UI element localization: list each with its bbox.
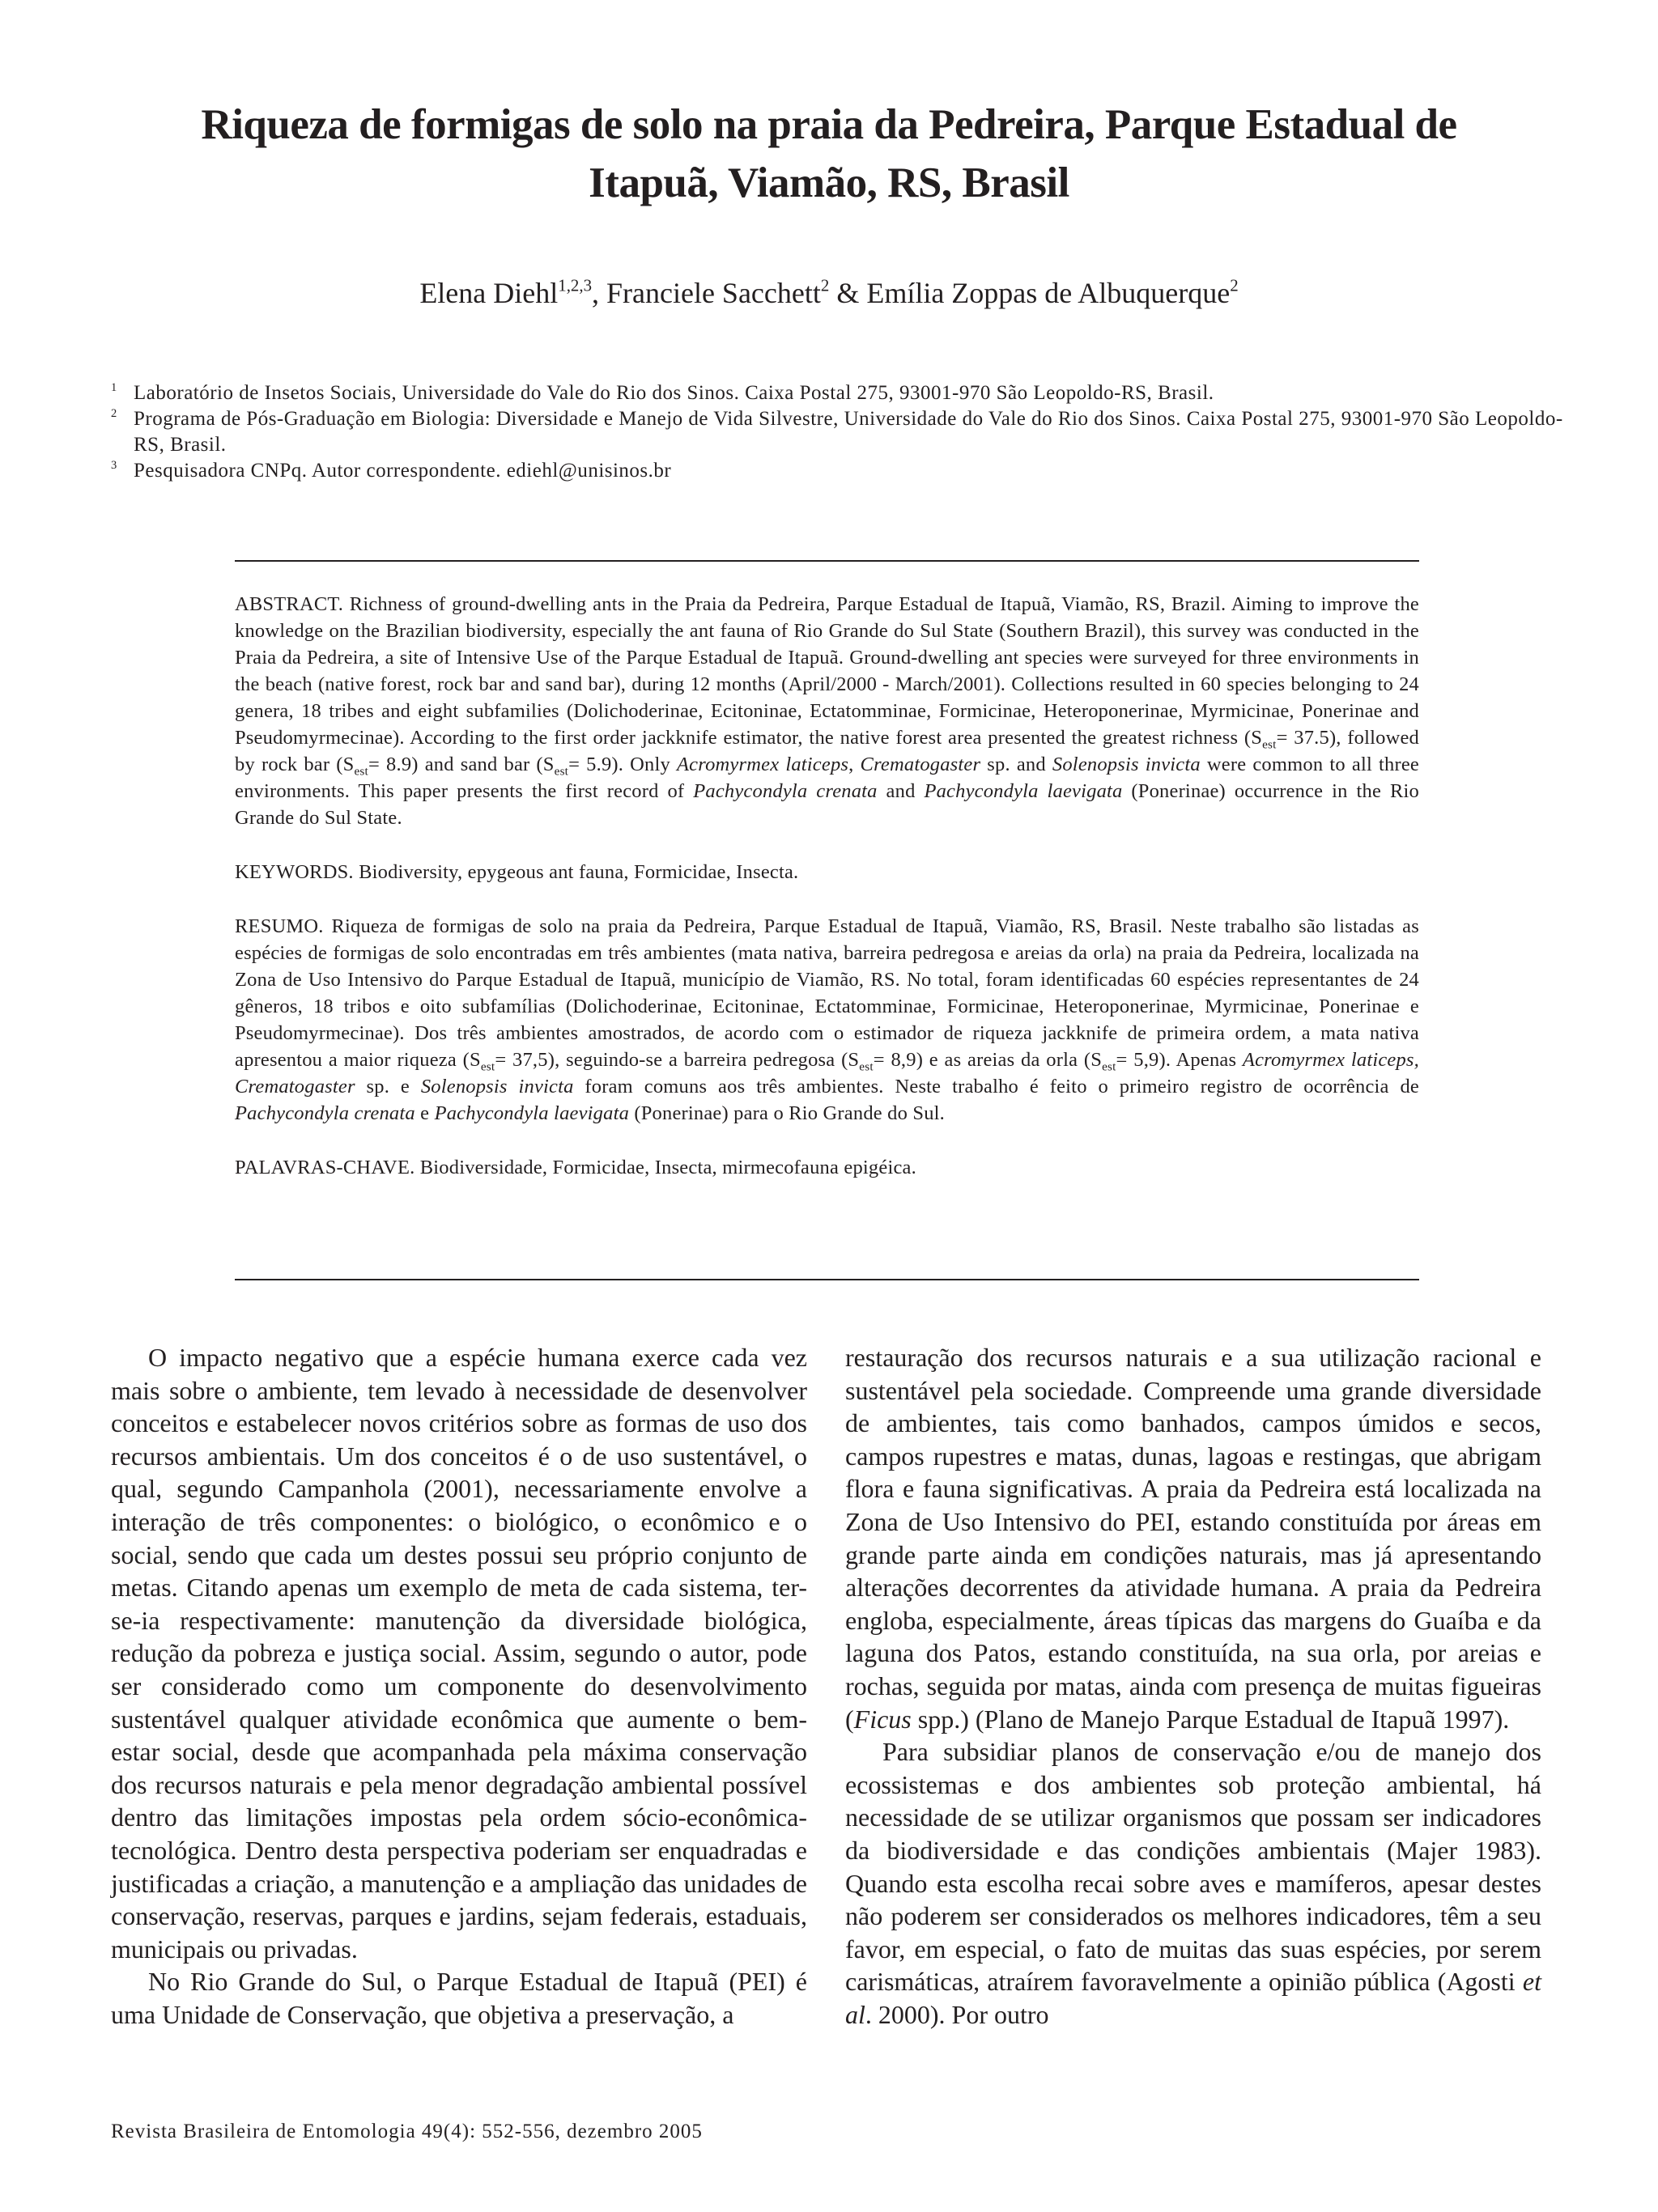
affiliation-text: Programa de Pós-Graduação em Biologia: Diversidade e Manejo de Vida Silvestre, Universidade do Vale do Rio dos Sinos. Caixa Postal 275, 93001-970 São Leopoldo-RS, Brasil. [134,408,1563,456]
author-affil-ref: 1,2,3 [558,275,592,295]
resumo-text: foram comuns aos três ambientes. Neste trabalho é feito o primeiro registro de ocorrência de [573,1076,1420,1098]
body-text: spp.) (Plano de Manejo Parque Estadual de Itapuã 1997). [911,1704,1510,1734]
bottom-divider [235,1279,1419,1280]
abstract-text: = 8.9) and sand bar (S [368,754,555,775]
affiliation-item: 1 Laboratório de Insetos Sociais, Universidade do Vale do Rio dos Sinos. Caixa Postal 275, 93001-970 São Leopoldo-RS, Brasil. [111,381,1214,404]
abstract-text: were common to all three environments. This paper presents the first record of [235,754,1419,802]
species-name: Acromyrmex laticeps [677,754,849,775]
species-name: Acromyrmex laticeps, Crematogaster [235,1049,1419,1098]
abstract-text: = 5.9). Only [568,754,678,775]
species-name: Pachycondyla crenata [235,1102,415,1124]
title-line-2: Itapuã, Viamão, RS, Brasil [589,159,1069,206]
top-divider [235,560,1419,562]
body-paragraph [845,1735,1541,2031]
resumo-text: = 8,9) e as areias da orla (S [873,1049,1103,1071]
species-name: Pachycondyla laevigata [434,1102,630,1124]
abstract-text: sp. and [980,754,1052,775]
species-name: Pachycondyla laevigata [924,780,1123,802]
body-paragraph [845,1341,1541,1735]
body-text: restauração dos recursos naturais e a sua utilização racional e sustentável pela sociedade. Compreende uma grande diversidade de ambientes, tais como banhados, campos úmidos e secos, campos rupestres e matas, dunas, lagoas e restingas, que abrigam flora e fauna significativas. A praia da Pedreira está localizada na Zona de Uso Intensivo do PEI, estando constituída por áreas em grande parte ainda em condições naturais, mas já apresentando alterações decorrentes da atividade humana. A praia da Pedreira engloba, especialmente, áreas típicas das margens do Guaíba e da laguna dos Patos, estando constituída, na sua orla, por areias e rochas, seguida por matas, ainda com presença de muitas figueiras ( [845,1343,1541,1734]
keywords: KEYWORDS. Biodiversity, epygeous ant fauna, Formicidae, Insecta. [235,861,799,883]
body-text: . 2000). Por outro [865,1999,1049,2029]
est-subscript: est [354,764,368,779]
palavras-chave: PALAVRAS-CHAVE. Biodiversidade, Formicidae, Insecta, mirmecofauna epigéica. [235,1157,916,1178]
resumo-text: (Ponerinae) para o Rio Grande do Sul. [629,1102,946,1124]
abstract-text: (Ponerinae) occurrence in the Rio Grande do Sul State. [235,780,1419,829]
abstract-text: ABSTRACT. Richness of ground-dwelling ants in the Praia da Pedreira, Parque Estadual de Itapuã, Viamão, RS, Brazil. Aiming to improve the knowledge on the Brazilian biodiversity, especially the ant fauna of Rio Grande do Sul State (Southern Brazil), this survey was conducted in the Praia da Pedreira, a site of Intensive Use of the Parque Estadual de Itapuã. Ground-dwelling ant species were surveyed for three environments in the beach (native forest, rock bar and sand bar), during 12 months (April/2000 - March/2001). Collections resulted in 60 species belonging to 24 genera, 18 tribes and eight subfamilies (Dolichoderinae, Ecitoninae, Ectatomminae, Formicinae, Heteroponerinae, Myrmicinae, Ponerinae and Pseudomyrmecinae). According to the first order jackknife estimator, the native forest area presented the greatest richness (S [235,593,1419,749]
body-text: Para subsidiar planos de conservação e/ou de manejo dos ecossistemas e dos ambientes sob proteção ambiental, há necessidade de se utilizar organismos que possam ser indicadores da biodiversidade e das condições ambientais (Majer 1983). Quando esta escolha recai sobre aves e mamíferos, apesar destes não poderem ser considerados os melhores indicadores, têm a seu favor, em especial, o fato de muitas das suas espécies, por serem carismáticas, atraírem favoravelmente a opinião pública (Agosti [845,1737,1541,1997]
affiliation-text: Pesquisadora CNPq. Autor correspondente. ediehl@unisinos.br [134,460,672,482]
author-affil-ref: 2 [1230,275,1239,295]
affiliation-item: 2 Programa de Pós-Graduação em Biologia: Diversidade e Manejo de Vida Silvestre, Universidade do Vale do Rio dos Sinos. Caixa Postal 275, 93001-970 São Leopoldo-RS, Brasil. [111,407,1563,456]
resumo-text: = 5,9). Apenas [1116,1049,1243,1071]
abstract-text: = 37.5), followed by rock bar (S [235,727,1420,775]
species-name: Solenopsis invicta [1052,754,1201,775]
author-name: Elena Diehl [419,277,559,309]
species-name: Ficus [853,1704,912,1734]
paper-title [0,96,1658,212]
affiliation-text: Laboratório de Insetos Sociais, Universidade do Vale do Rio dos Sinos. Caixa Postal 275, 93001-970 São Leopoldo-RS, Brasil. [134,382,1214,404]
resumo-text: e [414,1102,435,1124]
author-name: Franciele Sacchett [606,277,821,309]
resumo-paragraph [235,913,1419,1127]
body-paragraph: No Rio Grande do Sul, o Parque Estadual de Itapuã (PEI) é uma Unidade de Conservação, que objetiva a preservação, a [111,1967,807,2029]
abstract-section [235,591,1419,1181]
affiliations [111,380,1568,484]
author-list: Elena Diehl$^{1,2,3}$, Franciele Sacchett$^2$ & Emília Zoppas de Albuquerque$^2$ [419,275,1239,309]
body-paragraph: O impacto negativo que a espécie humana exerce cada vez mais sobre o ambiente, tem levado à necessidade de desenvolver conceitos e estabelecer novos critérios sobre as formas de uso dos recursos ambientais. Um dos conceitos é o de uso sustentável, o qual, segundo Campanhola (2001), necessariamente envolve a interação de três componentes: o biológico, o econômico e o social, sendo que cada um destes possui seu próprio conjunto de metas. Citando apenas um exemplo de meta de cada sistema, ter-se-ia respectivamente: manutenção da diversidade biológica, redução da pobreza e justiça social. Assim, segundo o autor, pode ser considerado como um componente do desenvolvimento sustentável qualquer atividade econômica que aumente o bem-estar social, desde que acompanhada pela máxima conservação dos recursos naturais e pela menor degradação ambiental possível dentro das limitações impostas pela ordem sócio-econômica-tecnológica. Dentro desta perspectiva poderiam ser enquadradas e justificadas a criação, a manutenção e a ampliação das unidades de conservação, reservas, parques e jardins, sejam federais, estaduais, municipais ou privadas. [111,1343,807,1964]
author-name: Emília Zoppas de Albuquerque [866,277,1231,309]
est-subscript: est [1102,1059,1116,1074]
abstract-text: and [877,780,925,802]
est-subscript: est [859,1059,874,1074]
species-name: Pachycondyla crenata [693,780,878,802]
affiliation-item: 3 Pesquisadora CNPq. Autor correspondente. ediehl@unisinos.br [111,459,672,482]
body-column-left [111,1341,807,2031]
abstract-paragraph [235,591,1419,831]
body-column-right [845,1341,1541,2031]
est-subscript: est [480,1059,495,1074]
citation-etal: et al [845,1967,1541,2029]
author-ampersand: & [836,277,860,309]
est-subscript: est [1262,737,1277,752]
species-name: Crematogaster [860,754,981,775]
resumo-text: RESUMO. Riqueza de formigas de solo na praia da Pedreira, Parque Estadual de Itapuã, Viamão, RS, Brasil. Neste trabalho são listadas as espécies de formigas de solo encontradas em três ambientes (mata nativa, barreira pedregosa e areias da orla) na praia da Pedreira, localizada na Zona de Uso Intensivo do Parque Estadual de Itapuã, município de Viamão, RS. No total, foram identificadas 60 espécies representantes de 24 gêneros, 18 tribos e oito subfamílias (Dolichoderinae, Ecitoninae, Ectatomminae, Formicinae, Heteroponerinae, Myrmicinae, Ponerinae e Pseudomyrmecinae). Dos três ambientes amostrados, de acordo com o estimador de riqueza jackknife de primeira ordem, a mata nativa apresentou a maior riqueza (S [235,915,1419,1071]
author-affil-ref: 2 [820,275,830,295]
species-name: Solenopsis invicta [420,1076,574,1098]
journal-footer: Revista Brasileira de Entomologia 49(4): 552-556, dezembro 2005 [111,2121,703,2142]
title-line-1: Riqueza de formigas de solo na praia da Pedreira, Parque Estadual de [201,101,1457,148]
est-subscript: est [554,764,569,779]
resumo-text: = 37,5), seguindo-se a barreira pedregosa (S [495,1049,860,1071]
abstract-text: , [848,754,861,775]
resumo-text: sp. e [355,1076,421,1098]
